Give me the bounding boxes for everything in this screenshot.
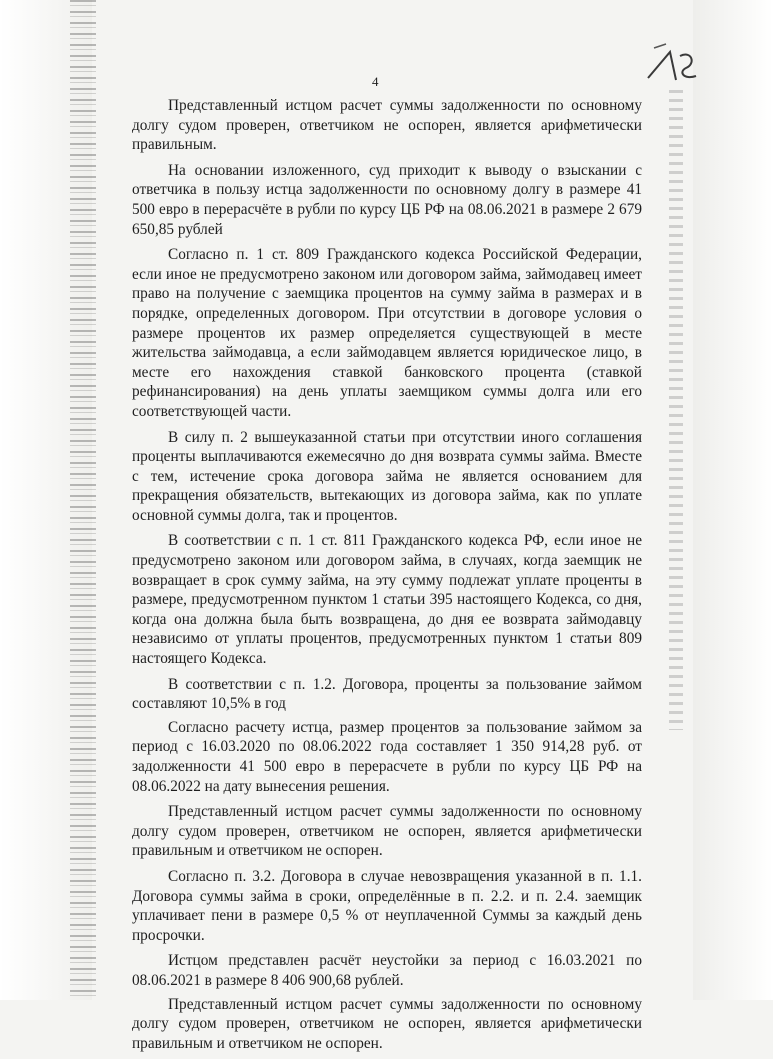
paragraph-7: Согласно расчету истца, размер процентов за пользование займом за период с 16.03.2020 по 08.06.2022 года составляет 1 350 914,28 руб. от задолженности 41 500 евро в перерасчете в рубли по курсу ЦБ РФ на 08.06.2022 на дату вынесения решения. [132,718,642,795]
paragraph-10: Истцом представлен расчёт неустойки за период с 16.03.2021 по 08.06.2021 в размере 8 406 900,68 рублей. [132,952,642,989]
paragraph-3: Согласно п. 1 ст. 809 Гражданского кодекса Российской Федерации, если иное не предусмотрено законом или договором займа, займодавец имеет право на получение с заемщика процентов на сумму займа в размерах и в порядке, определенных договором. При отсутствии в договоре условия о размере процентов их размер определяется существующей в месте жительства займодавца, а если займодавцем является юридическое лицо, в месте его нахождения ставкой банковского процента (ставкой рефинансирования) на день уплаты заемщиком суммы долга или его соответствующей части. [132,246,642,420]
paragraph-6: В соответствии с п. 1.2. Договора, проценты за пользование займом составляют 10,5% в год [132,675,642,713]
paragraph-5: В соответствии с п. 1 ст. 811 Гражданского кодекса РФ, если иное не предусмотрено законом или договором займа, в случаях, когда заемщик не возвращает в срок сумму займа, на эту сумму подлежат уплате проценты в размере, предусмотренном пунктом 1 статьи 395 настоящего Кодекса, со дня, когда она должна была быть возвращена, до дня ее возврата займодавцу независимо от уплаты процентов, предусмотренных пунктом 1 статьи 809 настоящего Кодекса. [132,532,642,668]
handwritten-corner-mark [640,40,700,90]
paragraph-2: На основании изложенного, суд приходит к выводу о взыскании с ответчика в пользу истца задолженности по основному долгу в размере 41 500 евро в перерасчёте в рубли по курсу ЦБ РФ на 08.06.2021 в размере 2 679 650,85 рублей [132,161,642,238]
paragraph-11: Представленный истцом расчет суммы задолженности по основному долгу судом проверен, ответчиком не оспорен, является арифметически правильным и ответчиком не оспорен. [132,995,642,1052]
paragraph-8: Представленный истцом расчет суммы задолженности по основному долгу судом проверен, ответчиком не оспорен, является арифметически правильным и ответчиком не оспорен. [132,803,642,860]
paragraph-4: В силу п. 2 вышеуказанной статьи при отсутствии иного соглашения проценты выплачиваются ежемесячно до дня возврата суммы займа. Вместе с тем, истечение срока договора займа не является основанием для прекращения обязательств, вытекающих из договора займа, как по уплате основной суммы долга, так и процентов. [132,428,642,524]
paragraph-1: Представленный истцом расчет суммы задолженности по основному долгу судом проверен, ответчиком не оспорен, является арифметически правильным. [132,97,642,154]
scan-streaks-right [669,90,683,730]
paragraph-9: Согласно п. 3.2. Договора в случае невозвращения указанной в п. 1.1. Договора суммы займа в сроки, определённые в п. 2.2. и п. 2.4. заемщик уплачивает пени в размере 0,5 % от неуплаченной Суммы за каждый день просрочки. [132,867,642,944]
page-number: 4 [372,74,379,89]
document-body [132,96,642,1059]
scan-streaks-left [70,0,96,1000]
scan-margin-right [693,0,773,1000]
